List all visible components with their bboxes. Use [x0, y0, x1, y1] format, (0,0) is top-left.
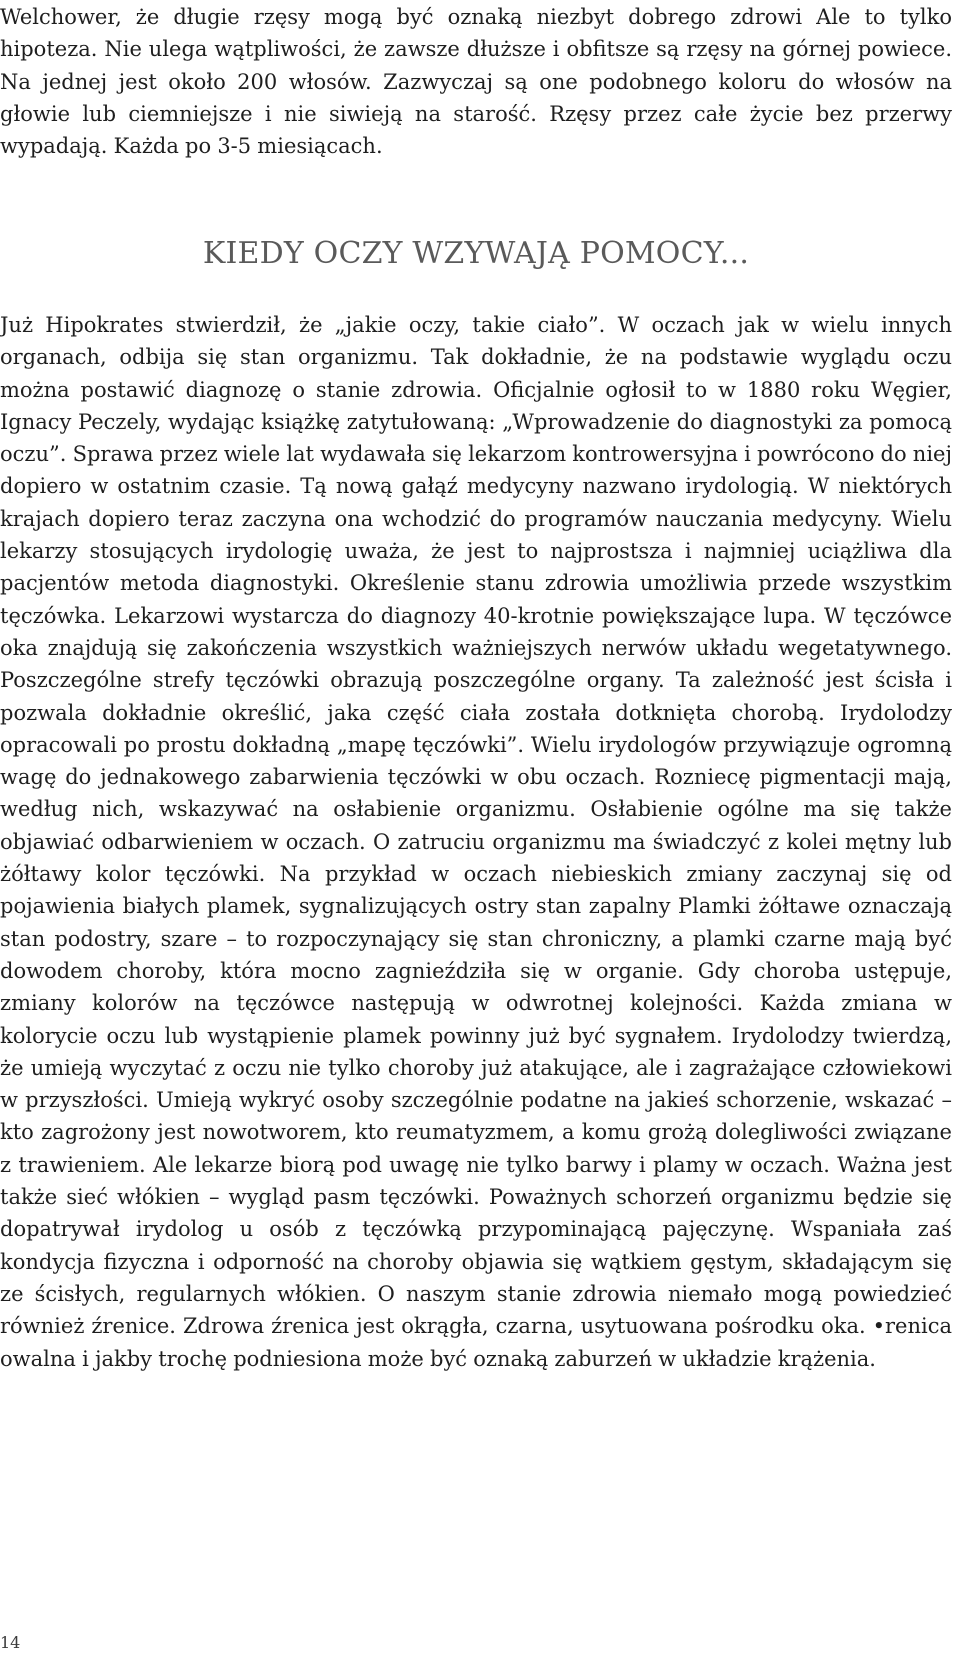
main-paragraph: Już Hipokrates stwierdził, że „jakie oczy, takie ciało”. W oczach jak w wielu innych organach, odbija się stan organizmu. Tak dokładnie, że na podstawie wyglądu oczu można postawić diagnozę o stanie zdrowia. Oficjalnie ogłosił to w 1880 roku Węgier, Ignacy Peczely, wydając książkę zatytułowaną: „Wprowadzenie do diagnostyki za pomocą oczu”. Sprawa przez wiele lat wydawała się lekarzom kontrowersyjna i powrócono do niej dopiero w ostatnim czasie. Tą nową gałąź medycyny nazwano irydologią. W niektórych krajach dopiero teraz zaczyna ona wchodzić do programów nauczania medycyny. Wielu lekarzy stosujących irydologię uważa, że jest to najprostsza i najmniej uciążliwa dla pacjentów metoda diagnostyki. Określenie stanu zdrowia umożliwia przede wszystkim tęczówka. Lekarzowi wystarcza do diagnozy 40-krotnie powiększające lupa. W tęczówce oka znajdują się zakończenia wszystkich ważniejszych nerwów układu wegetatywnego. Poszczególne strefy tęczówki obrazują poszczególne organy. Ta zależność jest ścisła i pozwala dokładnie określić, jaka część ciała została dotknięta chorobą. Irydolodzy opracowali po prostu dokładną „mapę tęczówki”. Wielu irydologów przywiązuje ogromną wagę do jednakowego zabarwienia tęczówki w obu oczach. Rozniecę pigmentacji mają, według nich, wskazywać na osłabienie organizmu. Osłabienie ogólne ma się także objawiać odbarwieniem w oczach. O zatruciu organizmu ma świadczyć z kolei mętny lub żółtawy kolor tęczówki. Na przykład w oczach niebieskich zmiany zaczynaj się od pojawienia białych plamek, sygnalizujących ostry stan zapalny Plamki żółtawe oznaczają stan podostry, szare – to rozpoczynający się stan chroniczny, a plamki czarne mają być dowodem choroby, która mocno zagnieździła się w organie. Gdy choroba ustępuje, zmiany kolorów na tęczówce następują w odwrotnej kolejności. Każda zmiana w kolorycie oczu lub wystąpienie plamek powinny już być sygnałem. Irydolodzy twierdzą, że umieją wyczytać z oczu nie tylko choroby już atakujące, ale i zagrażające człowiekowi w przyszłości. Umieją wykryć osoby szczególnie podatne na jakieś schorzenie, wskazać – kto zagrożony jest nowotworem, kto reumatyzmem, a komu grożą dolegliwości związane z trawieniem. Ale lekarze biorą pod uwagę nie tylko barwy i plamy w oczach. Ważna jest także sieć włókien – wygląd pasm tęczówki. Poważnych schorzeń organizmu będzie się dopatrywał irydolog u osób z tęczówką przypominającą pajęczynę. Wspaniała zaś kondycja fizyczna i odporność na choroby objawia się wątkiem gęstym, składającym się ze ścisłych, regularnych włókien. O naszym stanie zdrowia niemało mogą powiedzieć również źrenice. Zdrowa źrenica jest okrągła, czarna, usytuowana pośrodku oka. •renica owalna i jakby trochę podniesiona może być oznaką zaburzeń w układzie krążenia.: [0, 313, 952, 1371]
intro-paragraph: Welchower, że długie rzęsy mogą być oznaką niezbyt dobrego zdrowi Ale to tylko hipoteza. Nie ulega wątpliwości, że zawsze dłuższe i obfitsze są rzęsy na górnej powiece. Na jednej jest około 200 włosów. Zazwyczaj są one podobnego koloru do włosów na głowie lub ciemniejsze i nie siwieją na starość. Rzęsy przez całe życie bez przerwy wypadają. Każda po 3-5 miesiącach.: [0, 5, 952, 159]
chapter-heading: KIEDY OCZY WZYWAJĄ POMOCY...: [202, 236, 750, 271]
page-number: 14: [0, 1633, 21, 1652]
